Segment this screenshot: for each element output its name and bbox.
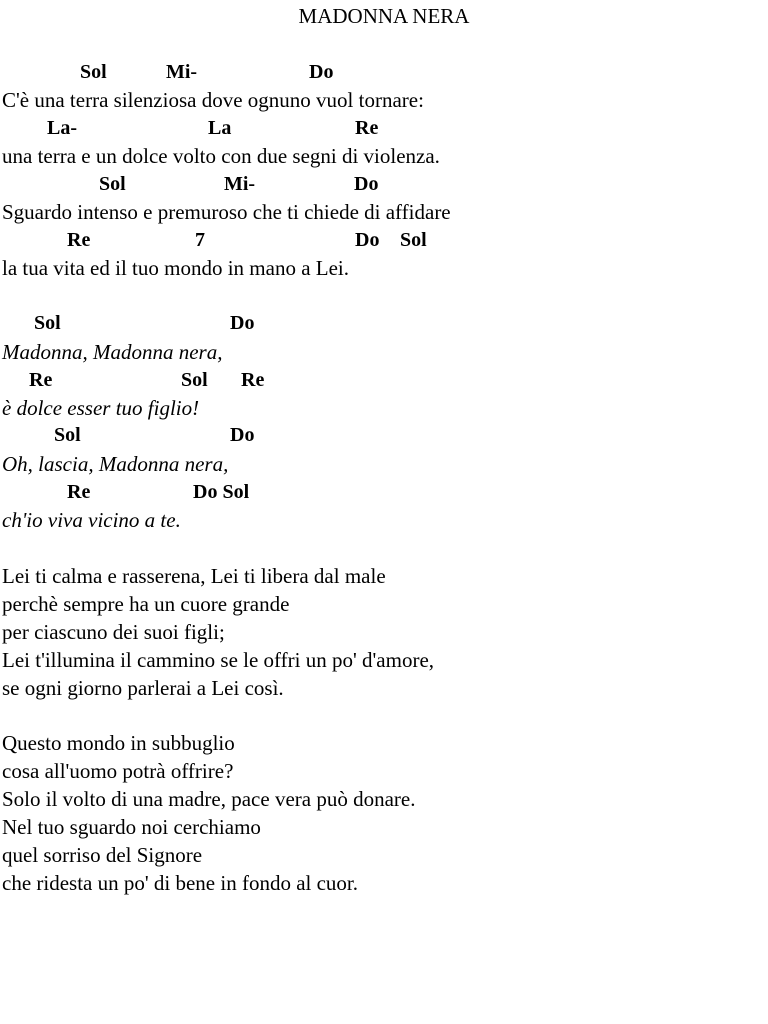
chord-line <box>2 421 255 449</box>
chord-line <box>2 478 250 506</box>
chord: Do Sol <box>193 481 250 503</box>
chord: Sol <box>181 369 208 391</box>
chord: Do <box>309 61 334 83</box>
lyric-line: Nel tuo sguardo noi cerchiamo <box>2 815 261 839</box>
chord-line <box>2 170 379 198</box>
lyric-line: Lei t'illumina il cammino se le offri un po' d'amore, <box>2 648 435 672</box>
chord-line <box>2 309 255 337</box>
chord: Sol <box>80 61 107 83</box>
lyric-line: che ridesta un po' di bene in fondo al cuor. <box>2 871 359 895</box>
lyric-line: C'è una terra silenziosa dove ognuno vuol tornare: <box>2 88 424 112</box>
chord: Do <box>354 173 379 195</box>
chorus-lyric-line: Oh, lascia, Madonna nera, <box>2 452 229 476</box>
lyric-line: quel sorriso del Signore <box>2 843 203 867</box>
chord-line <box>2 366 265 394</box>
chord: 7 <box>195 229 205 251</box>
lyric-line: Solo il volto di una madre, pace vera può donare. <box>2 787 416 811</box>
lyric-line: se ogni giorno parlerai a Lei così. <box>2 676 284 700</box>
chord: Sol <box>54 424 81 446</box>
chord: Sol <box>99 173 126 195</box>
lyric-line: Sguardo intenso e premuroso che ti chiede di affidare <box>2 200 451 224</box>
chord: Sol <box>34 312 61 334</box>
chord: Sol <box>400 229 427 251</box>
chord: Re <box>241 369 265 391</box>
lyric-line: perchè sempre ha un cuore grande <box>2 592 290 616</box>
chord: Re <box>67 229 91 251</box>
chord: Do <box>355 229 380 251</box>
chord: Re <box>67 481 91 503</box>
chord: Re <box>29 369 53 391</box>
chorus-lyric-line: Madonna, Madonna nera, <box>2 340 223 364</box>
song-title: MADONNA NERA <box>298 4 470 28</box>
chord: Re <box>355 117 379 139</box>
chord: La- <box>47 117 77 139</box>
lyric-line: Questo mondo in subbuglio <box>2 731 235 755</box>
chord: Mi- <box>166 61 198 83</box>
chord-line <box>2 114 379 142</box>
chord: Do <box>230 312 255 334</box>
lyric-line: una terra e un dolce volto con due segni di violenza. <box>2 144 440 168</box>
lyric-line: per ciascuno dei suoi figli; <box>2 620 225 644</box>
lyric-line: la tua vita ed il tuo mondo in mano a Lei. <box>2 256 350 280</box>
chord-line <box>2 226 427 254</box>
chord: La <box>208 117 232 139</box>
lyric-line: cosa all'uomo potrà offrire? <box>2 759 234 783</box>
chorus-lyric-line: ch'io viva vicino a te. <box>2 508 181 532</box>
chord: Mi- <box>224 173 256 195</box>
chord: Do <box>230 424 255 446</box>
lyric-line: Lei ti calma e rasserena, Lei ti libera dal male <box>2 564 386 588</box>
chord-line <box>2 58 334 86</box>
chorus-lyric-line: è dolce esser tuo figlio! <box>2 396 200 420</box>
